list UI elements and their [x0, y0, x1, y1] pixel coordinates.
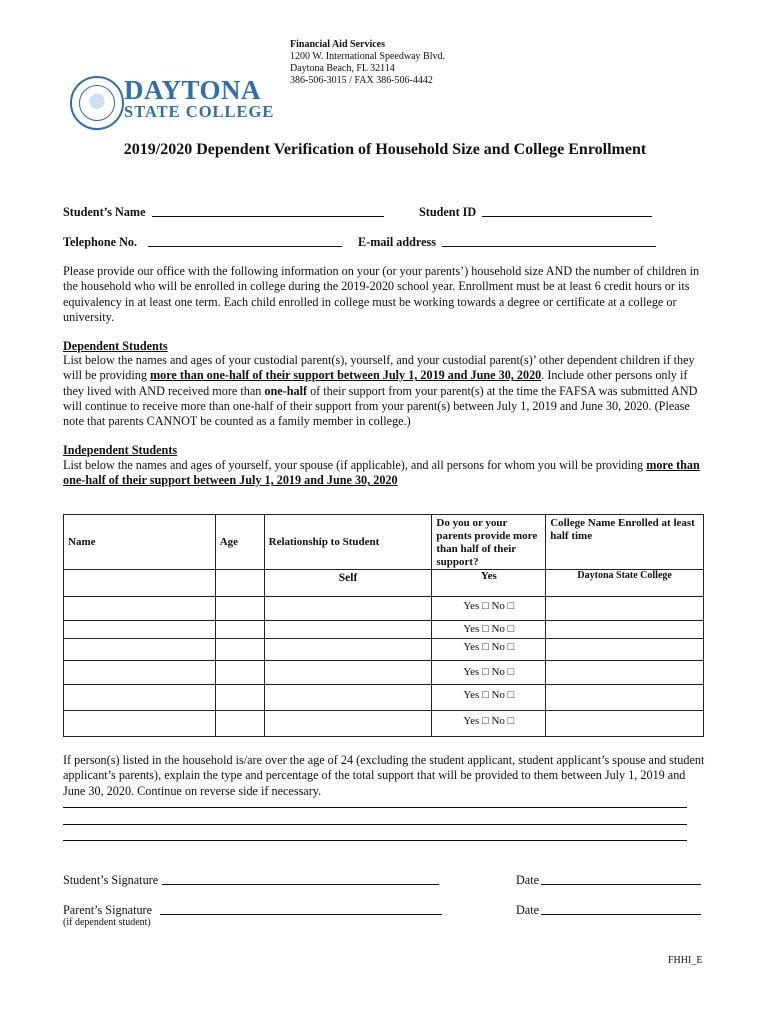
student-signature-field[interactable]	[162, 884, 439, 885]
parent-signature-note: (if dependent student)	[63, 917, 151, 928]
email-field[interactable]	[442, 234, 656, 247]
cell-college[interactable]	[546, 661, 704, 685]
table-row	[64, 621, 704, 639]
cell-name[interactable]	[64, 639, 216, 661]
cell-college[interactable]	[546, 711, 704, 737]
cell-age[interactable]	[215, 570, 264, 597]
cell-relationship-self: Self	[264, 570, 432, 597]
cell-relationship[interactable]	[264, 685, 432, 711]
cell-age[interactable]	[215, 711, 264, 737]
cell-name[interactable]	[64, 685, 216, 711]
telephone-label: Telephone No.	[63, 235, 138, 249]
parent-date-field[interactable]	[541, 914, 701, 915]
logo-name-line1: DAYTONA	[124, 75, 262, 105]
dependent-paragraph	[63, 353, 708, 429]
parent-signature-field[interactable]	[160, 914, 442, 915]
dependent-text-b: more than one-half of their support between July 1, 2019 and June 30, 2020	[150, 368, 542, 383]
student-name-label: Student’s Name	[63, 205, 146, 219]
explanation-line-1[interactable]	[63, 807, 687, 808]
student-date-label: Date	[516, 873, 540, 887]
cell-relationship[interactable]	[264, 597, 432, 621]
header-age: Age	[215, 515, 264, 570]
cell-college[interactable]	[546, 639, 704, 661]
cell-college[interactable]	[546, 597, 704, 621]
telephone-field[interactable]	[148, 234, 342, 247]
email-label: E-mail address	[358, 235, 436, 249]
yes-no-checkboxes[interactable]: Yes □ No □	[432, 661, 546, 685]
parent-signature-label: Parent’s Signature	[63, 903, 153, 917]
cell-relationship[interactable]	[264, 639, 432, 661]
yes-no-checkboxes[interactable]: Yes □ No □	[432, 685, 546, 711]
table-header-row	[64, 515, 704, 570]
household-table	[63, 514, 704, 737]
intro-paragraph: Please provide our office with the following information on your (or your parents’) household size AND the number of children in the household who will be enrolled in college during the 2019-2020 school year. Enrollment must be at least 6 credit hours or its equivalency in at least one term. Each child enrolled in college must be working towards a degree or certificate at a college or university.	[63, 264, 700, 324]
office-name: Financial Aid Services	[290, 39, 385, 50]
table-row	[64, 685, 704, 711]
cell-name[interactable]	[64, 621, 216, 639]
cell-relationship[interactable]	[264, 621, 432, 639]
cell-name[interactable]	[64, 711, 216, 737]
form-title: 2019/2020 Dependent Verification of Household Size and College Enrollment	[123, 141, 647, 158]
dependent-text-c: . Include other persons only if they lived with AND received more than	[63, 368, 688, 398]
cell-age[interactable]	[215, 597, 264, 621]
cell-name[interactable]	[64, 570, 216, 597]
dependent-text-d: one-half	[264, 383, 308, 398]
independent-text-a: List below the names and ages of yourself, your spouse (if applicable), and all persons for whom you will be providing	[63, 458, 647, 472]
explanation-line-3[interactable]	[63, 840, 687, 841]
dependent-heading: Dependent Students	[63, 339, 168, 353]
cell-college[interactable]	[546, 685, 704, 711]
college-seal-icon	[70, 76, 124, 130]
cell-support-yes: Yes	[432, 570, 546, 597]
header-name: Name	[64, 515, 216, 570]
office-phone-fax: 386-506-3015 / FAX 386-506-4442	[290, 75, 433, 86]
table-row	[64, 711, 704, 737]
office-address-line2: Daytona Beach, FL 32114	[290, 63, 395, 74]
over-24-paragraph: If person(s) listed in the household is/are over the age of 24 (excluding the student applicant, student applicant’s spouse and student applicant’s parents), explain the type and percentage of the total support that will be provided to them between July 1, 2019 and June 30, 2020. Continue on reverse side if necessary.	[63, 753, 705, 798]
cell-age[interactable]	[215, 621, 264, 639]
student-name-field[interactable]	[152, 204, 384, 217]
table-row	[64, 570, 704, 597]
cell-relationship[interactable]	[264, 711, 432, 737]
table-row	[64, 639, 704, 661]
independent-heading: Independent Students	[63, 443, 178, 457]
cell-name[interactable]	[64, 597, 216, 621]
cell-age[interactable]	[215, 661, 264, 685]
header-relationship: Relationship to Student	[264, 515, 432, 570]
yes-no-checkboxes[interactable]: Yes □ No □	[432, 621, 546, 639]
logo-name-line2: STATE COLLEGE	[124, 102, 275, 121]
independent-paragraph	[63, 458, 708, 489]
header-support: Do you or your parents provide more than half of their support?	[432, 515, 546, 570]
dependent-text-e: of their support from your parent(s) at the time the FAFSA was submitted AND will continue to receive more than one-half of their support from your parent(s) between July 1, 2019 and June 30, 2020. (Please note that parents CANNOT be counted as a family member in college.)	[63, 383, 698, 429]
independent-text-b: more than one-half of their support between July 1, 2019 and June 30, 2020	[63, 458, 700, 488]
explanation-line-2[interactable]	[63, 824, 687, 825]
cell-college[interactable]	[546, 621, 704, 639]
yes-no-checkboxes[interactable]: Yes □ No □	[432, 639, 546, 661]
student-id-label: Student ID	[419, 205, 477, 219]
cell-college-dsc: Daytona State College	[546, 570, 704, 597]
dependent-text-a: List below the names and ages of your custodial parent(s), yourself, and your custodial parent(s)’ other dependent children if they will be providing	[63, 353, 695, 383]
yes-no-checkboxes[interactable]: Yes □ No □	[432, 597, 546, 621]
student-date-field[interactable]	[541, 884, 701, 885]
cell-name[interactable]	[64, 661, 216, 685]
student-signature-label: Student’s Signature	[63, 873, 159, 887]
cell-relationship[interactable]	[264, 661, 432, 685]
office-address-line1: 1200 W. International Speedway Blvd.	[290, 51, 445, 62]
cell-age[interactable]	[215, 685, 264, 711]
cell-age[interactable]	[215, 639, 264, 661]
table-row	[64, 661, 704, 685]
student-id-field[interactable]	[482, 204, 652, 217]
form-code: FHHI_E	[668, 955, 703, 966]
yes-no-checkboxes[interactable]: Yes □ No □	[432, 711, 546, 737]
table-row	[64, 597, 704, 621]
parent-date-label: Date	[516, 903, 540, 917]
header-college: College Name Enrolled at least half time	[546, 515, 704, 570]
